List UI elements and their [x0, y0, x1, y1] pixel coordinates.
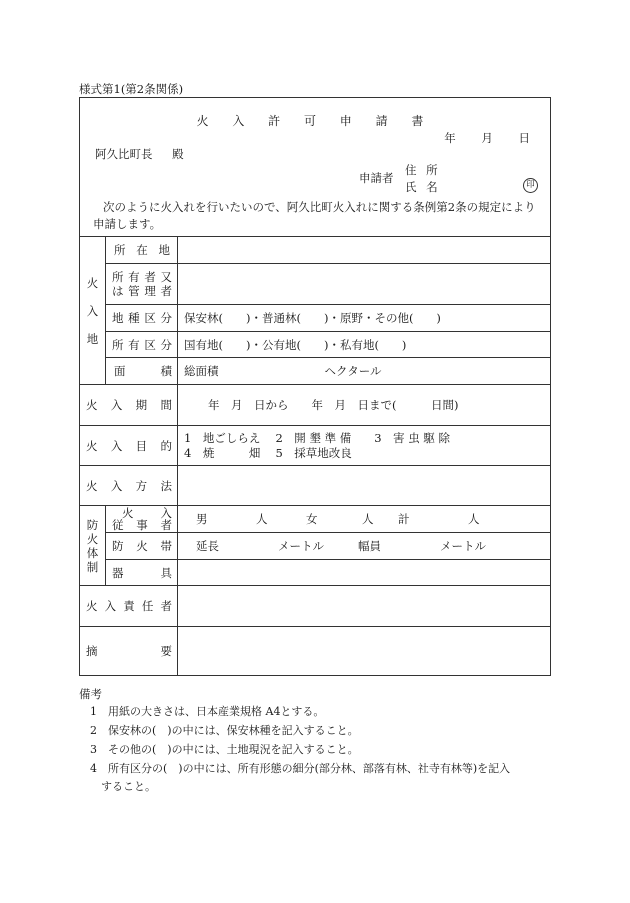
label-char: 器 [112, 565, 124, 580]
label-char: 間 [160, 398, 172, 412]
label-char: 有 [128, 270, 140, 284]
label-char: 分 [160, 337, 172, 352]
purpose-line: 1 地ごしらえ 2 開 墾 準 備 3 害 虫 駆 除 [184, 430, 451, 445]
label-char: 者 [160, 518, 172, 532]
application-date[interactable]: 年 月 日 [444, 131, 530, 145]
label-char: 火 [86, 478, 98, 493]
label-char: 者 [144, 270, 156, 284]
responsible-label [86, 586, 172, 626]
label-char: 期 [135, 398, 148, 412]
ownership-class-label [112, 332, 172, 357]
label-char: 火 [122, 506, 134, 520]
owner-label-line1 [112, 270, 172, 284]
label-char: 責 [123, 599, 135, 613]
people-unit: 人 [362, 512, 374, 526]
label-char: 管 [128, 284, 140, 298]
purpose-label [86, 426, 172, 465]
label-char: 火 [86, 599, 98, 613]
area-prefix: 総面積 [184, 364, 219, 378]
label-char: 面 [114, 364, 126, 378]
label-char: 入 [110, 438, 123, 453]
location-label [114, 237, 170, 263]
label-char: 地 [158, 243, 170, 257]
land-class-value[interactable]: 保安林( )・普通林( )・原野・その他( ) [184, 311, 441, 325]
owner-label [112, 264, 172, 304]
label-char: 者 [160, 599, 172, 613]
applicant-label: 申請者 [359, 171, 394, 185]
label-char: 所 [114, 243, 126, 257]
label-char: 有 [128, 337, 140, 352]
method-label [86, 466, 172, 505]
label-char: 入 [104, 599, 117, 613]
label-char: 的 [160, 438, 172, 453]
width-label: 幅員 [358, 539, 381, 553]
total-label: 計 [398, 512, 410, 526]
period-value[interactable]: 年 月 日から 年 月 日まで( 日間) [208, 398, 459, 412]
application-form [79, 97, 551, 676]
label-char: 分 [160, 311, 172, 325]
meter-unit: メートル [278, 539, 324, 553]
location-field[interactable] [178, 237, 550, 263]
label-char: 区 [144, 311, 156, 325]
label-char: 所 [112, 337, 124, 352]
purpose-line: 4 焼 畑 5 採草地改良 [184, 445, 352, 460]
land-group-char: 火 [86, 275, 99, 290]
owner-field[interactable] [178, 264, 550, 304]
group-divider [105, 505, 106, 585]
label-char: 任 [141, 599, 154, 613]
responsible-field[interactable] [178, 586, 550, 626]
meter-unit: メートル [440, 539, 486, 553]
land-group-char: 入 [86, 303, 99, 318]
label-char: 目 [135, 438, 148, 453]
land-group-label [80, 237, 105, 384]
label-char: 又 [160, 270, 172, 284]
label-char: 従 [112, 518, 124, 532]
method-field[interactable] [178, 466, 550, 505]
workers-label-line2 [112, 519, 172, 531]
form-label: 様式第1(第2条関係) [79, 82, 184, 96]
equipment-field[interactable] [178, 560, 550, 585]
note-item: 1 用紙の大きさは、日本産業規格 A4とする。 [90, 705, 325, 718]
label-char: 在 [136, 243, 148, 257]
addressee: 阿久比町長 殿 [95, 147, 184, 161]
note-item: 4 所有区分の( )の中には、所有形態の細分(部分林、部落有林、社寺有林等)を記入 [90, 762, 511, 775]
label-char: 地 [112, 311, 124, 325]
male-label: 男 [196, 512, 208, 526]
label-char: 積 [160, 364, 172, 378]
label-char: 区 [144, 337, 156, 352]
label-char: 入 [110, 398, 123, 412]
label-char: 具 [160, 565, 172, 580]
label-char: 摘 [86, 644, 98, 658]
owner-label-line2 [112, 284, 172, 298]
applicant-address-label[interactable]: 住 所 [405, 163, 441, 177]
label-char: は [112, 284, 124, 298]
label-char: 防 [112, 539, 124, 553]
label-char: 火 [136, 539, 148, 553]
note-item: 3 その他の( )の中には、土地現況を記入すること。 [90, 743, 359, 756]
label-char: 種 [128, 311, 140, 325]
group-char: 体 [86, 545, 99, 560]
people-unit: 人 [256, 512, 268, 526]
label-char: 理 [144, 284, 156, 298]
label-char: 方 [135, 478, 148, 493]
label-char: 火 [86, 398, 98, 412]
intro-text: 次のように火入れを行いたいので、阿久比町火入れに関する条例第2条の規定により申請します。 [93, 200, 536, 231]
fire-defense-group-label [80, 506, 105, 585]
firebreak-label [112, 533, 172, 559]
applicant-name-label[interactable]: 氏 名 [405, 180, 441, 194]
label-char: 者 [160, 284, 172, 298]
remarks-label [86, 627, 172, 675]
note-item: すること。 [90, 780, 156, 793]
period-label [86, 385, 172, 425]
ownership-class-value[interactable]: 国有地( )・公有地( )・私有地( ) [184, 337, 407, 352]
label-char: 帯 [160, 539, 172, 553]
firebreak-field[interactable] [178, 533, 550, 559]
people-unit: 人 [468, 512, 480, 526]
label-char: 入 [110, 478, 123, 493]
group-char: 制 [86, 559, 99, 574]
area-unit: ヘクタール [324, 364, 382, 378]
notes-title: 備考 [79, 687, 102, 701]
workers-label [112, 506, 172, 532]
label-char: 入 [160, 506, 172, 520]
note-item: 2 保安林の( )の中には、保安林種を記入すること。 [90, 724, 359, 737]
form-title: 火 入 許 可 申 請 書 [196, 114, 434, 128]
equipment-label [112, 560, 172, 585]
label-char: 要 [160, 644, 172, 658]
remarks-field[interactable] [178, 627, 550, 675]
workers-field[interactable] [178, 506, 550, 532]
area-label [114, 358, 172, 384]
land-group-char: 地 [86, 331, 99, 346]
label-char: 所 [112, 270, 124, 284]
seal-mark: 印 [523, 178, 538, 193]
group-char: 防 [86, 517, 99, 532]
length-label: 延長 [196, 539, 219, 553]
label-char: 事 [136, 518, 148, 532]
female-label: 女 [306, 512, 318, 526]
area-field[interactable] [184, 358, 550, 384]
group-char: 火 [86, 531, 99, 546]
label-char: 法 [160, 478, 172, 493]
land-class-label [112, 305, 172, 331]
group-divider [105, 236, 106, 384]
label-char: 火 [86, 438, 98, 453]
purpose-options[interactable] [184, 426, 550, 465]
